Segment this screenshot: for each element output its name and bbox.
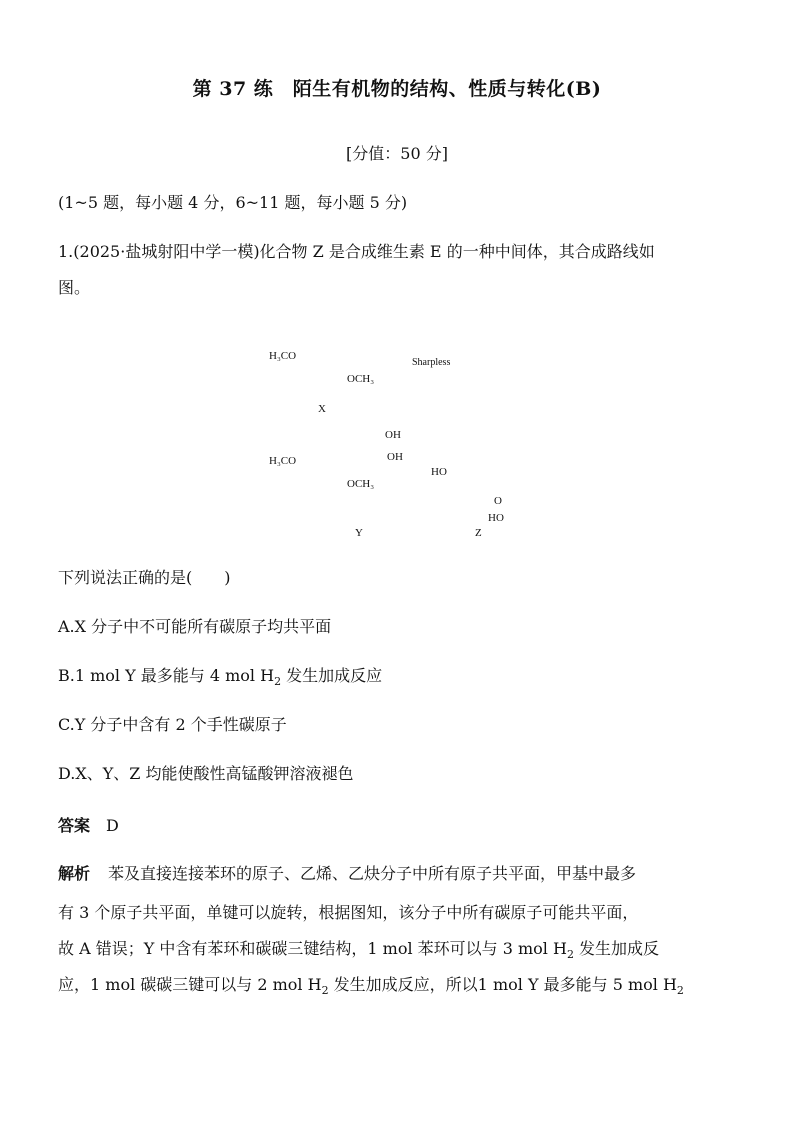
x-label: X	[318, 403, 326, 415]
question-stem-line1: 1.(2025·盐城射阳中学一模)化合物 Z 是合成维生素 E 的一种中间体，其合成路线如	[58, 242, 655, 261]
question-stem-line2: 图。	[58, 278, 91, 297]
z-label: Z	[475, 527, 482, 539]
answer-row	[58, 816, 738, 836]
option-c: C.Y 分子中含有 2 个手性碳原子	[58, 715, 287, 734]
y-hydroxyl-1: OH	[385, 429, 401, 441]
option-a: A.X 分子中不可能所有碳原子均共平面	[58, 617, 332, 636]
y-label: Y	[355, 527, 363, 539]
y-methoxy-right: OCH₃	[347, 478, 375, 490]
y-methoxy-left: H₃CO	[269, 455, 297, 467]
x-methoxy-right: OCH₃	[347, 373, 375, 385]
z-hydroxyl: HO	[431, 466, 447, 478]
answer-label: 答案	[58, 816, 91, 835]
score-label: [分值：50 分]	[346, 144, 448, 163]
z-ring-oxygen: O	[494, 495, 502, 507]
analysis-line3: 故 A 错误；Y 中含有苯环和碳碳三键结构，1 mol 苯环可以与 3 mol $H_2$ 发生加成反	[58, 939, 660, 962]
analysis-label: 解析	[58, 864, 91, 883]
y-hydroxyl-2: OH	[387, 451, 403, 463]
analysis-line4: 应，1 mol 碳碳三键可以与 2 mol $H_2$ 发生加成反应，所以1 mol Y 最多能与 5 mol $H_2$	[58, 975, 684, 998]
x-methoxy-left: H₃CO	[269, 350, 297, 362]
scoring-note: (1~5 题，每小题 4 分，6~11 题，每小题 5 分)	[58, 193, 408, 212]
analysis-line1: 解析 苯及直接连接苯环的原子、乙烯、乙炔分子中所有原子共平面，甲基中最多	[58, 864, 637, 883]
answer-value: D	[106, 816, 119, 835]
option-b: B.1 mol Y 最多能与 4 mol $H_2$ 发生加成反应	[58, 666, 383, 689]
option-d: D.X、Y、Z 均能使酸性高锰酸钾溶液褪色	[58, 764, 354, 783]
page-title: 第 37 练 陌生有机物的结构、性质与转化(B)	[192, 78, 602, 100]
analysis-line2: 有 3 个原子共平面，单键可以旋转，根据图知，该分子中所有碳原子可能共平面，	[58, 903, 639, 922]
question-prompt: 下列说法正确的是( )	[58, 568, 231, 587]
z-hydroxymethyl: HO	[488, 512, 504, 524]
reaction-scheme	[0, 320, 794, 545]
reagent-label: Sharpless	[412, 357, 451, 368]
